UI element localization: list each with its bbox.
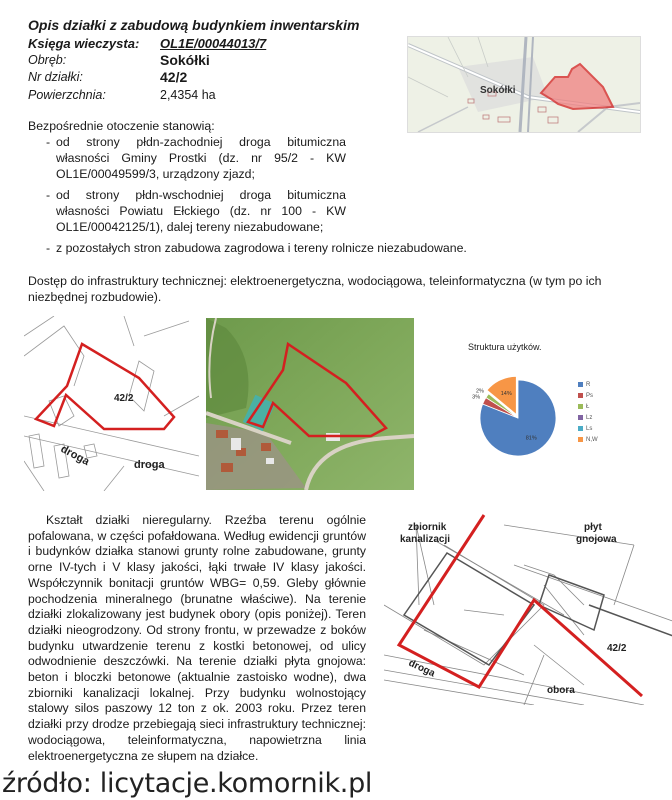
detail-road-label: droga (406, 657, 437, 680)
detail-map (384, 505, 672, 705)
parcel-description: Kształt działki nieregularny. Rzeźba terenu ogólnie pofalowana, w części pofałdowana. Według ewidencji gruntów i budynków działka stanowi grunty rolne zabudowane, grunty orne IV-tych i V klasy jakości, łąki trwałe IV klasy jakości. Współczynnik bonitacji gruntów WBG= 0,59. Gleby głównie pochodzenia mineralnego (brunatne właściwe). Na terenie działki zlokalizowany jest budynek obory (opis poniżej). Teren działki nieogrodzony. Od strony frontu, w przewadze z boków budynku utwardzenie terenu z kostki betonowej, od ulicy odwodnienie deszczówki. Na terenie działki płyta gnojowa: beton i bloczki betonowe (aktualnie zastoisko wodne), dwa zbiorniki kanalizacji lokalnej. Przy budynku wolnostojący stalowy silos paszowy 12 ton z ok. 2003 roku. Przez teren działki przy drodze przebiegają sieci infrastruktury technicznej: wodociągowa, teleinformatyczna, napowietrzna linia elektroenergetyczna ze słupem na działce. (28, 513, 366, 763)
legend-swatch (578, 426, 583, 431)
chart-legend (578, 380, 598, 446)
legend-item (578, 435, 598, 446)
aerial-photo (206, 318, 414, 490)
pie-chart (470, 370, 570, 460)
source-watermark: źródło: licytacje.komornik.pl (2, 768, 373, 799)
legend-label: Ł (586, 404, 590, 410)
environment-item: - od strony płdn-zachodniej droga bitumiczna własności Gminy Prostki (dz. nr 95/2 - KW OL1E/00049599/3, urządzony zjazd; (46, 134, 346, 182)
area-label: Powierzchnia: (28, 88, 106, 102)
land-registry-label: Księga wieczysta: (28, 36, 140, 51)
legend-item (578, 413, 598, 424)
parcel-label: 42/2 (114, 393, 134, 404)
legend-item (578, 380, 598, 391)
slab-label-line2: gnojowa (576, 534, 617, 545)
road-label: droga (58, 443, 92, 468)
legend-item (578, 424, 598, 435)
tank-label-line1: zbiornik (408, 522, 447, 533)
legend-label: R (586, 382, 591, 388)
location-map (407, 36, 641, 133)
parcel-number-value: 42/2 (160, 69, 188, 85)
land-registry-value: OL1E/00044013/7 (160, 36, 267, 51)
environment-item: - z pozostałych stron zabudowa zagrodowa i tereny rolnicze niezabudowane. (46, 240, 516, 256)
legend-swatch (578, 382, 583, 387)
legend-label: Ps (586, 393, 594, 399)
area-value: 2,4354 ha (160, 88, 216, 102)
legend-label: Lz (586, 415, 593, 421)
legend-item (578, 391, 598, 402)
environment-heading: Bezpośrednie otoczenie stanowią: (28, 119, 215, 133)
legend-swatch (578, 393, 583, 398)
environment-item: - od strony płdn-wschodniej droga bitumiczna własności Powiatu Ełckiego (dz. nr 100 - KW OL1E/00042125/1), dalej tereny niezabudowane; (46, 187, 346, 235)
legend-label: N,W (586, 437, 598, 443)
pie-data-label: 81% (525, 435, 537, 442)
precinct-label: Obręb: (28, 53, 67, 67)
location-map-label: Sokółki (480, 85, 516, 96)
infrastructure-text: Dostęp do infrastruktury technicznej: elektroenergetyczna, wodociągowa, teleinformatyczna (w tym po ich niezbędnej rozbudowie). (28, 274, 602, 304)
precinct-value: Sokółki (160, 52, 210, 68)
cadastral-map-graphic (24, 316, 199, 491)
legend-swatch (578, 404, 583, 409)
location-map-graphic (408, 37, 640, 132)
slab-label-line1: płyt (584, 522, 602, 533)
document-title: Opis działki z zabudową budynkiem inwentarskim (28, 17, 360, 33)
parcel-outline (36, 344, 174, 429)
barn-label: obora (547, 685, 575, 696)
road-label: droga (134, 459, 165, 471)
detail-parcel-label: 42/2 (607, 643, 627, 654)
pie-data-label: 3% (472, 394, 481, 401)
environment-list (46, 134, 467, 261)
cadastral-map (24, 316, 199, 491)
legend-swatch (578, 415, 583, 420)
pie-data-label: 14% (500, 391, 512, 398)
chart-title: Struktura użytków. (468, 342, 542, 352)
aerial-photo-graphic (206, 318, 414, 490)
legend-swatch (578, 437, 583, 442)
legend-item (578, 402, 598, 413)
legend-label: Ls (586, 426, 593, 432)
pie-data-label: 2% (475, 388, 484, 395)
parcel-number-label: Nr działki: (28, 70, 83, 84)
detail-map-graphic (384, 505, 672, 705)
tank-label-line2: kanalizacji (400, 534, 451, 545)
